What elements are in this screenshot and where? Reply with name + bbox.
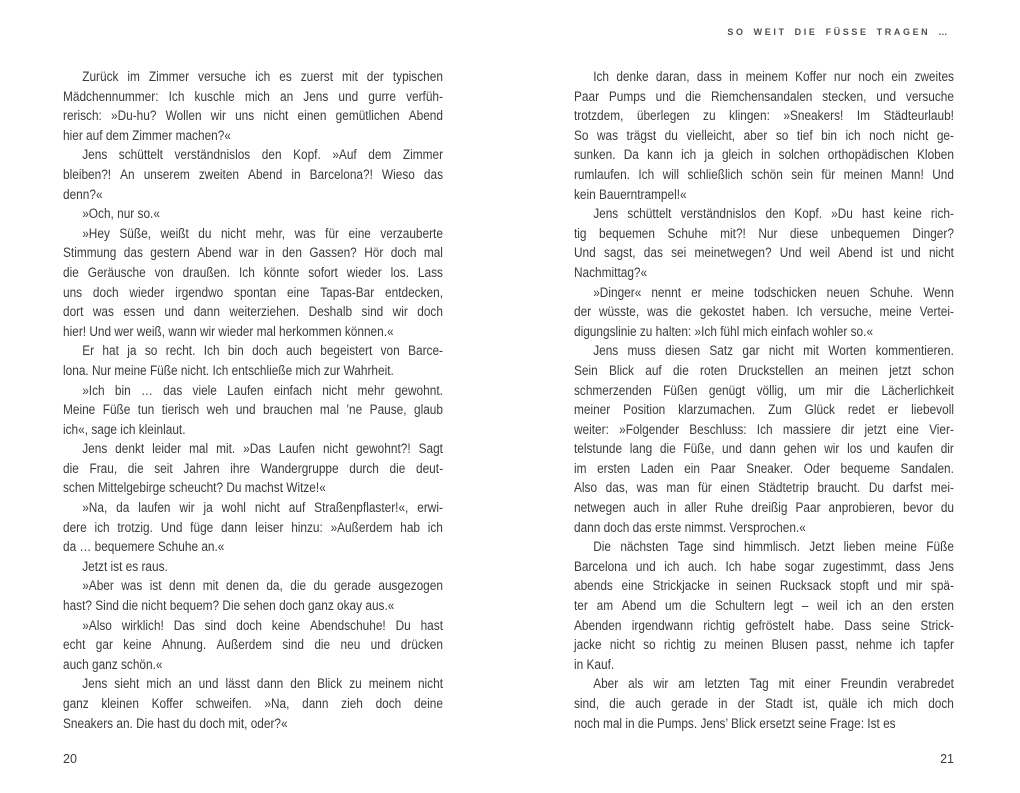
text-line: sunken. Da kann ich ja gleich in solchen orthopädischen Kloben bbox=[573, 147, 954, 164]
text-line: dann doch das erste nimmst. Versprochen.« bbox=[573, 519, 806, 536]
text-line: »Och, nur so.« bbox=[82, 206, 160, 223]
text-line: trotzdem, überlegen zu klingen: »Sneakers! Im Städteurlaub! bbox=[573, 108, 954, 125]
text-line: Barcelona und ich auch. Ich habe sogar zugestimmt, dass Jens bbox=[573, 558, 954, 575]
text-line: noch mal in die Pumps. Jens’ Blick ersetzt seine Frage: Ist es bbox=[573, 715, 896, 732]
text-line: bleiben?! An unserem zweiten Abend in Barcelona?! Wieso das bbox=[63, 166, 444, 183]
text-line: ich«, sage ich kleinlaut. bbox=[63, 421, 186, 438]
text-line: rumlaufen. Ich will schließlich schön sein für meinen Mann! Und bbox=[573, 166, 954, 183]
text-line: Sein Blick auf die roten Druckstellen an meinen jetzt schon bbox=[573, 362, 954, 379]
text-line: Jens sieht mich an und lässt dann den Blick zu meinem nicht bbox=[82, 676, 443, 693]
text-line: in Kauf. bbox=[573, 656, 615, 673]
text-line: da … bequemere Schuhe an.« bbox=[63, 539, 225, 556]
page-right-text bbox=[574, 68, 954, 734]
text-line: dere ich trotzig. Und füge dann leiser hinzu: »Außerdem hab ich bbox=[63, 519, 443, 536]
text-line: die Frau, die seit Jahren ihre Wandergruppe durch die deut- bbox=[63, 460, 444, 477]
page-number-left: 20 bbox=[63, 752, 77, 766]
text-line: schmerzenden Füßen genügt völlig, um mir die Lächerlichkeit bbox=[573, 382, 954, 399]
text-line: weiter: »Folgender Beschluss: Ich massiere dir jetzt eine Vier- bbox=[573, 421, 954, 438]
text-line: hier! Und wer weiß, wann wir wieder mal herkommen können.« bbox=[63, 323, 394, 340]
text-line: rerisch: »Du-hu? Wollen wir uns nicht einen gemütlichen Abend bbox=[63, 108, 443, 125]
text-line: kein Bauerntrampel!« bbox=[573, 186, 687, 203]
running-header: SO WEIT DIE FÜSSE TRAGEN … bbox=[727, 27, 950, 37]
text-line: digungslinie zu halten: »Ich fühl mich einfach wohler so.« bbox=[573, 323, 874, 340]
page-left-text bbox=[63, 68, 443, 734]
text-line: denn?« bbox=[63, 186, 103, 203]
text-line: Jens schüttelt verständnislos den Kopf. »Du hast keine rich- bbox=[593, 206, 954, 223]
text-line: »Hey Süße, weißt du nicht mehr, was für eine verzauberte bbox=[82, 225, 443, 242]
text-line: ter am Abend um die Schultern legt – weil ich an den ersten bbox=[573, 598, 954, 615]
page-number-right: 21 bbox=[940, 752, 954, 766]
text-line: Jens denkt leider mal mit. »Das Laufen nicht gewohnt?! Sagt bbox=[82, 441, 443, 458]
text-line: »Ich bin … das viele Laufen einfach nicht mehr gewohnt. bbox=[82, 382, 443, 399]
text-line: telstunde lang die Füße, und dann gehen wir los und kaufen dir bbox=[573, 441, 954, 458]
text-line: sind, die auch gerade in der Stadt ist, quäle ich mich doch bbox=[573, 696, 954, 712]
text-line: echt gar keine Ahnung. Außerdem sind die neu und drücken bbox=[63, 637, 443, 654]
text-line: Paar Pumps und die Riemchensandalen stecken, und versuche bbox=[573, 88, 954, 105]
text-line: ganz kleinen Koffer schweifen. »Na, dann zieh doch deine bbox=[63, 696, 443, 712]
text-line: Stimmung das gestern Abend war in den Gassen? Hör doch mal bbox=[63, 245, 443, 262]
text-line: netwegen auch in aller Ruhe dreißig Paar anprobieren, bevor du bbox=[573, 500, 954, 517]
text-line: Und sagst, das sei meinetwegen? Und weil Abend ist und nicht bbox=[573, 245, 954, 262]
text-line: auch ganz schön.« bbox=[63, 656, 163, 673]
text-line: »Also wirklich! Das sind doch keine Abendschuhe! Du hast bbox=[82, 617, 443, 634]
text-line: Also das, was man für einen Städtetrip braucht. Du darfst mei- bbox=[573, 480, 954, 497]
text-line: Aber als wir am letzten Tag mit einer Freundin verabredet bbox=[593, 676, 954, 693]
text-line: Jetzt ist es raus. bbox=[82, 558, 168, 575]
text-line: Ich denke daran, dass in meinem Koffer nur noch ein zweites bbox=[593, 69, 954, 85]
text-line: Nachmittag?« bbox=[573, 264, 648, 281]
text-line: im ersten Laden ein Paar Sneaker. Oder bequeme Sandalen. bbox=[573, 460, 954, 477]
text-line: Abenden irgendwann richtig gefröstelt habe. Dass seine Strick- bbox=[573, 617, 954, 634]
text-line: »Na, da laufen wir ja wohl nicht auf Straßenpflaster!«, erwi- bbox=[82, 500, 443, 517]
text-line: »Aber was ist denn mit denen da, die du gerade ausgezogen bbox=[82, 578, 443, 595]
text-line: meiner Position klarzumachen. Zum Glück redet er liebevoll bbox=[573, 402, 954, 419]
text-line: dort was essen und dann weiterziehen. Deshalb sind wir doch bbox=[63, 304, 443, 321]
text-line: Jens muss diesen Satz gar nicht mit Worten kommentieren. bbox=[593, 343, 954, 360]
text-line: hast? Sind die nicht bequem? Die sehen doch ganz okay aus.« bbox=[63, 598, 395, 615]
text-line: abends eine Strickjacke in seinen Rucksack stopft und mir spä- bbox=[573, 578, 954, 595]
text-line: der wüsste, was die gekostet haben. Ich versuche, meine Vertei- bbox=[573, 304, 954, 321]
text-line: lona. Nur meine Füße nicht. Ich entschließe mich zur Wahrheit. bbox=[63, 362, 394, 379]
text-line: Er hat ja so recht. Ich bin doch auch begeistert von Barce- bbox=[82, 343, 444, 360]
text-line: uns doch wieder irgendwo spontan eine Tapas-Bar entdecken, bbox=[63, 284, 444, 301]
text-line: die Geräusche von draußen. Ich könnte sofort wieder los. Lass bbox=[63, 264, 443, 281]
text-line: Meine Füße tun tierisch weh und brauchen mal ’ne Pause, glaub bbox=[63, 402, 443, 419]
text-line: jacke nicht so richtig zu meinen Blusen passt, nehme ich tapfer bbox=[573, 637, 954, 654]
text-line: hier auf dem Zimmer machen?« bbox=[63, 127, 231, 144]
text-line: »Dinger« nennt er meine todschicken neuen Schuhe. Wenn bbox=[593, 284, 954, 301]
text-line: tig bequemen Schuhe mit?! Nur diese unbequemen Dinger? bbox=[573, 225, 954, 242]
text-line: Mädchennummer: Ich kuschle mich an Jens und gurre verfüh- bbox=[63, 88, 443, 105]
text-line: So was trägst du vielleicht, aber so tief bin ich noch nicht ge- bbox=[573, 127, 954, 144]
text-line: Die nächsten Tage sind himmlisch. Jetzt lieben meine Füße bbox=[593, 539, 954, 556]
text-line: Sneakers an. Die hast du doch mit, oder?« bbox=[63, 715, 288, 732]
text-line: schen Mittelgebirge scheucht? Du machst Witze!« bbox=[63, 480, 326, 497]
text-line: Zurück im Zimmer versuche ich es zuerst mit der typischen bbox=[82, 69, 443, 85]
text-line: Jens schüttelt verständnislos den Kopf. »Auf dem Zimmer bbox=[82, 147, 444, 164]
